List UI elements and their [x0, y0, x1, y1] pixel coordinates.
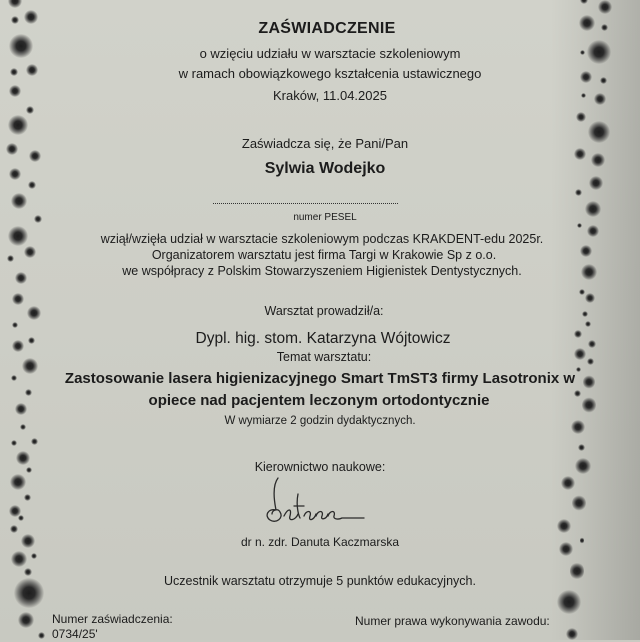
pesel-dotted-line	[213, 203, 398, 204]
topic-line-2: opiece nad pacjentem leczonym ortodontycznie	[148, 392, 490, 409]
license-number-block	[355, 614, 550, 628]
subtitle-line-2: w ramach obowiązkowego kształcenia ustawicznego	[178, 66, 482, 81]
certificate-number-label: Numer zaświadczenia:	[52, 612, 173, 626]
subtitle-line-1: o wzięciu udziału w warsztacie szkoleniowym	[199, 46, 461, 61]
scientific-board-name: dr n. zdr. Danuta Kaczmarska	[240, 535, 400, 549]
place-and-date: Kraków, 11.04.2025	[273, 88, 387, 103]
pesel-label: numer PESEL	[293, 212, 357, 223]
topic-label: Temat warsztatu:	[276, 350, 372, 364]
certificate-number-value: 0734/25'	[52, 627, 98, 641]
signature-icon	[258, 470, 368, 530]
led-by-label: Warsztat prowadził/a:	[264, 304, 384, 318]
license-number-label: Numer prawa wykonywania zawodu:	[355, 614, 550, 628]
participation-line-3: we współpracy z Polskim Stowarzyszeniem Higienistek Dentystycznych.	[122, 264, 522, 278]
certifies-label: Zaświadcza się, że Pani/Pan	[241, 136, 409, 151]
topic-line-1: Zastosowanie lasera higienizacyjnego Smart TmST3 firmy Lasotronix w	[64, 370, 576, 387]
participant-name: Sylwia Wodejko	[264, 160, 386, 177]
certificate-number-block	[52, 612, 173, 642]
certificate-title: ZAŚWIADCZENIE	[258, 20, 396, 37]
scientific-board-label: Kierownictwo naukowe:	[254, 460, 386, 474]
education-points-text: Uczestnik warsztatu otrzymuje 5 punktów edukacyjnych.	[164, 574, 476, 588]
hours-text: W wymiarze 2 godzin dydaktycznych.	[224, 415, 416, 427]
participation-line-1: wziął/wzięła udział w warsztacie szkoleniowym podczas KRAKDENT-edu 2025r.	[100, 232, 544, 246]
led-by-name: Dypl. hig. stom. Katarzyna Wójtowicz	[195, 330, 451, 347]
participation-line-2: Organizatorem warsztatu jest firma Targi w Krakowie Sp z o.o.	[151, 248, 497, 262]
